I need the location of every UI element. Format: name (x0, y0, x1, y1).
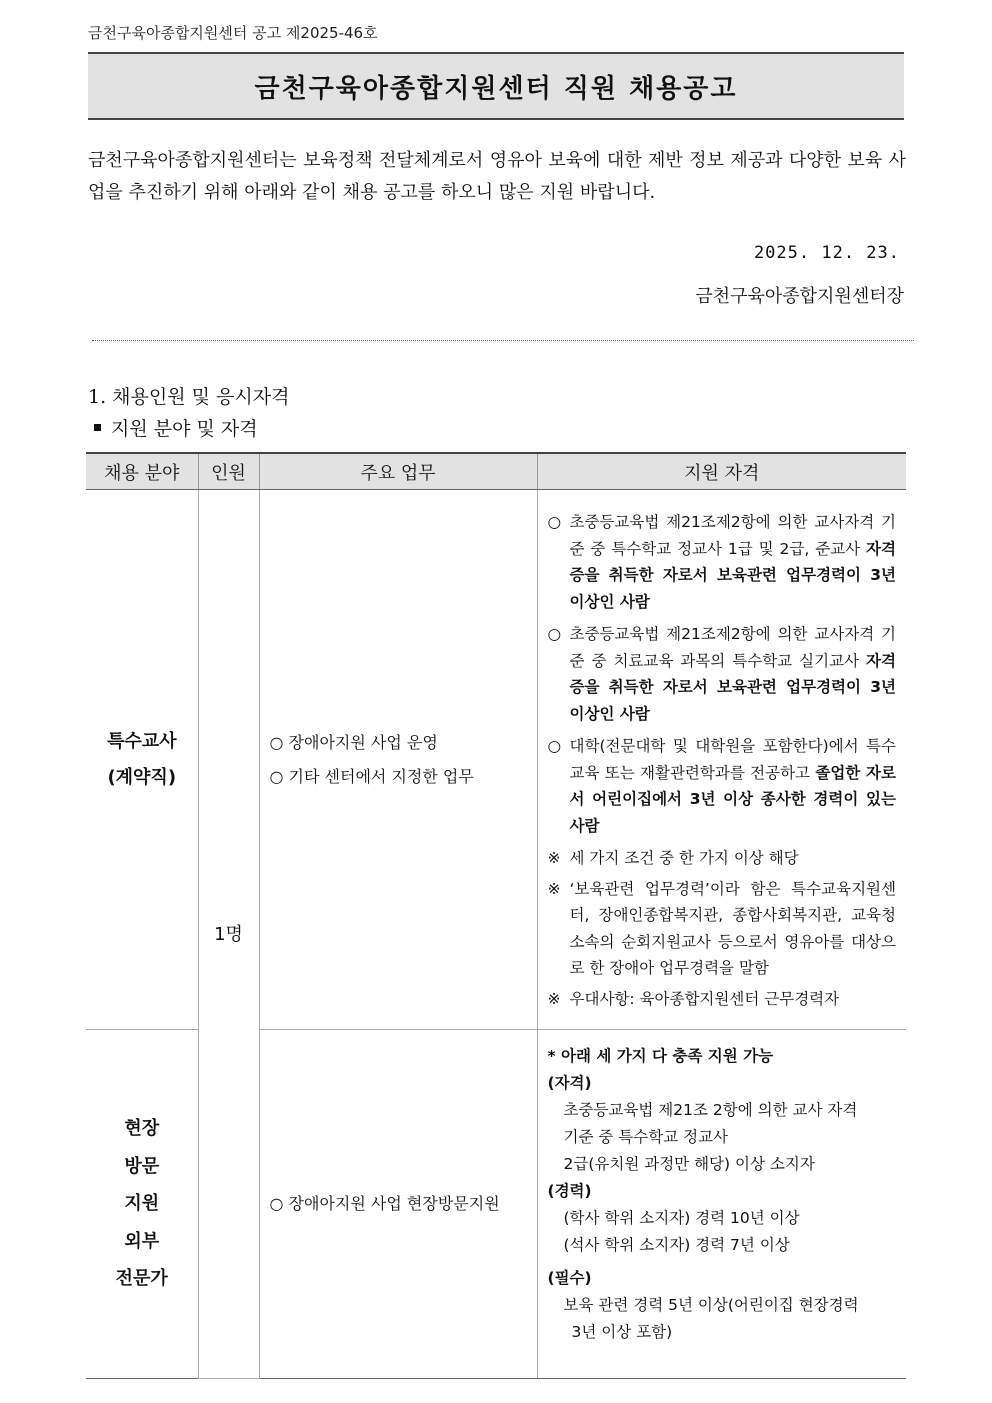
qualification-line: 초중등교육법 제21조 2항에 의한 교사 자격 (563, 1100, 858, 1119)
field-name-line: 방문 (124, 1155, 160, 1177)
field-name: 특수교사 (106, 730, 177, 752)
page-title: 금천구육아종합지원센터 직원 채용공고 (254, 73, 738, 104)
headcount-value: 1명 (214, 924, 243, 945)
note-text: ‘보육관련 업무경력’이라 함은 특수교육지원센터, 장애인종합복지관, 종합사회복지관, 교육청 소속의 순회지원교사 등으로서 영유아를 대상으로 한 장애아 업무경력을 말함 (569, 879, 896, 977)
header-qualifications: 지원 자격 (537, 453, 906, 490)
required-label: (필수) (547, 1268, 592, 1287)
note-item (548, 986, 897, 1013)
reference-mark: ※ (547, 849, 561, 867)
field-name-line: 전문가 (115, 1268, 168, 1290)
field-external-expert (86, 1030, 198, 1379)
qualification-text: 초중등교육법 제21조제2항에 의한 교사자격 기준 중 치료교육 과목의 특수학교 실기교사 (569, 625, 896, 670)
duty-item: ○ 장애아지원 사업 현장방문지원 (269, 1194, 500, 1213)
header-count: 인원 (198, 453, 259, 490)
intro-paragraph: 금천구육아종합지원센터는 보육정책 전달체계로서 영유아 보육에 대한 제반 정보 제공과 다양한 보육 사업을 추진하기 위해 아래와 같이 채용 공고를 하오니 많은 지원 바랍니다. (88, 150, 906, 203)
issuer: 금천구육아종합지원센터장 (695, 286, 904, 307)
circle-marker: ○ (547, 625, 562, 643)
reference-mark: ※ (547, 989, 561, 1008)
dotted-divider (92, 340, 914, 341)
recruitment-table (86, 452, 906, 1379)
required-line: 3년 이상 포함) (571, 1322, 673, 1341)
qualification-line: 기준 중 특수학교 정교사 (563, 1127, 729, 1146)
table-row (86, 490, 906, 1030)
circle-marker: ○ (547, 513, 562, 531)
qualifications-cell (537, 490, 906, 1030)
note-item (548, 876, 897, 982)
career-label: (경력) (547, 1181, 592, 1200)
qualification-label: (자격) (547, 1073, 592, 1092)
section-heading: 1. 채용인원 및 응시자격 (88, 386, 290, 408)
career-line: (석사 학위 소지자) 경력 7년 이상 (563, 1235, 790, 1254)
field-name-line: 현장 (124, 1118, 160, 1140)
note-text: 우대사항: 육아종합지원센터 근무경력자 (569, 989, 840, 1008)
notice-date: 2025. 12. 23. (753, 243, 900, 263)
circle-marker: ○ (547, 737, 562, 755)
qualification-text: 초중등교육법 제21조제2항에 의한 교사자격 기준 중 특수학교 정교사 1급 및 2급, 준교사 (569, 513, 896, 558)
note-item (548, 845, 897, 872)
duties-cell (259, 1030, 537, 1379)
reference-mark: ※ (547, 879, 561, 898)
qualification-item (548, 509, 897, 615)
section-subheading (94, 414, 258, 441)
header-field: 채용 분야 (86, 453, 198, 490)
duties-cell (259, 490, 537, 1030)
required-line: 보육 관련 경력 5년 이상(어린이집 현장경력 (563, 1295, 859, 1314)
qualification-emphasis: 자격증을 취득한 자로서 보육관련 업무경력이 3년 이상인 사람 (569, 651, 896, 723)
field-special-teacher (86, 490, 198, 1030)
square-bullet-icon (94, 424, 101, 431)
qualification-item (548, 733, 897, 839)
notice-number: 금천구육아종합지원센터 공고 제2025-46호 (88, 24, 378, 42)
qualification-item (548, 621, 897, 727)
title-banner (88, 52, 904, 120)
duty-item: ○ 기타 센터에서 지정한 업무 (269, 766, 474, 786)
career-line: (학사 학위 소지자) 경력 10년 이상 (563, 1208, 800, 1227)
duty-item: ○ 장애아지원 사업 운영 (269, 732, 438, 752)
table-header-row (86, 453, 906, 490)
field-name-line: 지원 (124, 1193, 160, 1215)
note-text: 세 가지 조건 중 한 가지 이상 해당 (569, 849, 799, 867)
requirement-note: * 아래 세 가지 다 충족 지원 가능 (547, 1046, 774, 1065)
section-subheading-text: 지원 분야 및 자격 (111, 418, 258, 440)
qualification-text: 대학(전문대학 및 대학원을 포함한다)에서 특수교육 또는 재활관련학과를 전공하고 (569, 737, 896, 782)
qualification-line: 2급(유치원 과정만 해당) 이상 소지자 (563, 1154, 815, 1173)
headcount (198, 490, 259, 1379)
qualification-emphasis: 자격증을 취득한 자로서 보육관련 업무경력이 3년 이상인 사람 (569, 539, 896, 611)
header-duties: 주요 업무 (259, 453, 537, 490)
field-contract-type: (계약직) (107, 766, 177, 788)
qualification-emphasis: 졸업한 자로서 어린이집에서 3년 이상 종사한 경력이 있는 사람 (569, 763, 896, 835)
qualifications-cell (537, 1030, 906, 1379)
field-name-line: 외부 (124, 1230, 160, 1252)
